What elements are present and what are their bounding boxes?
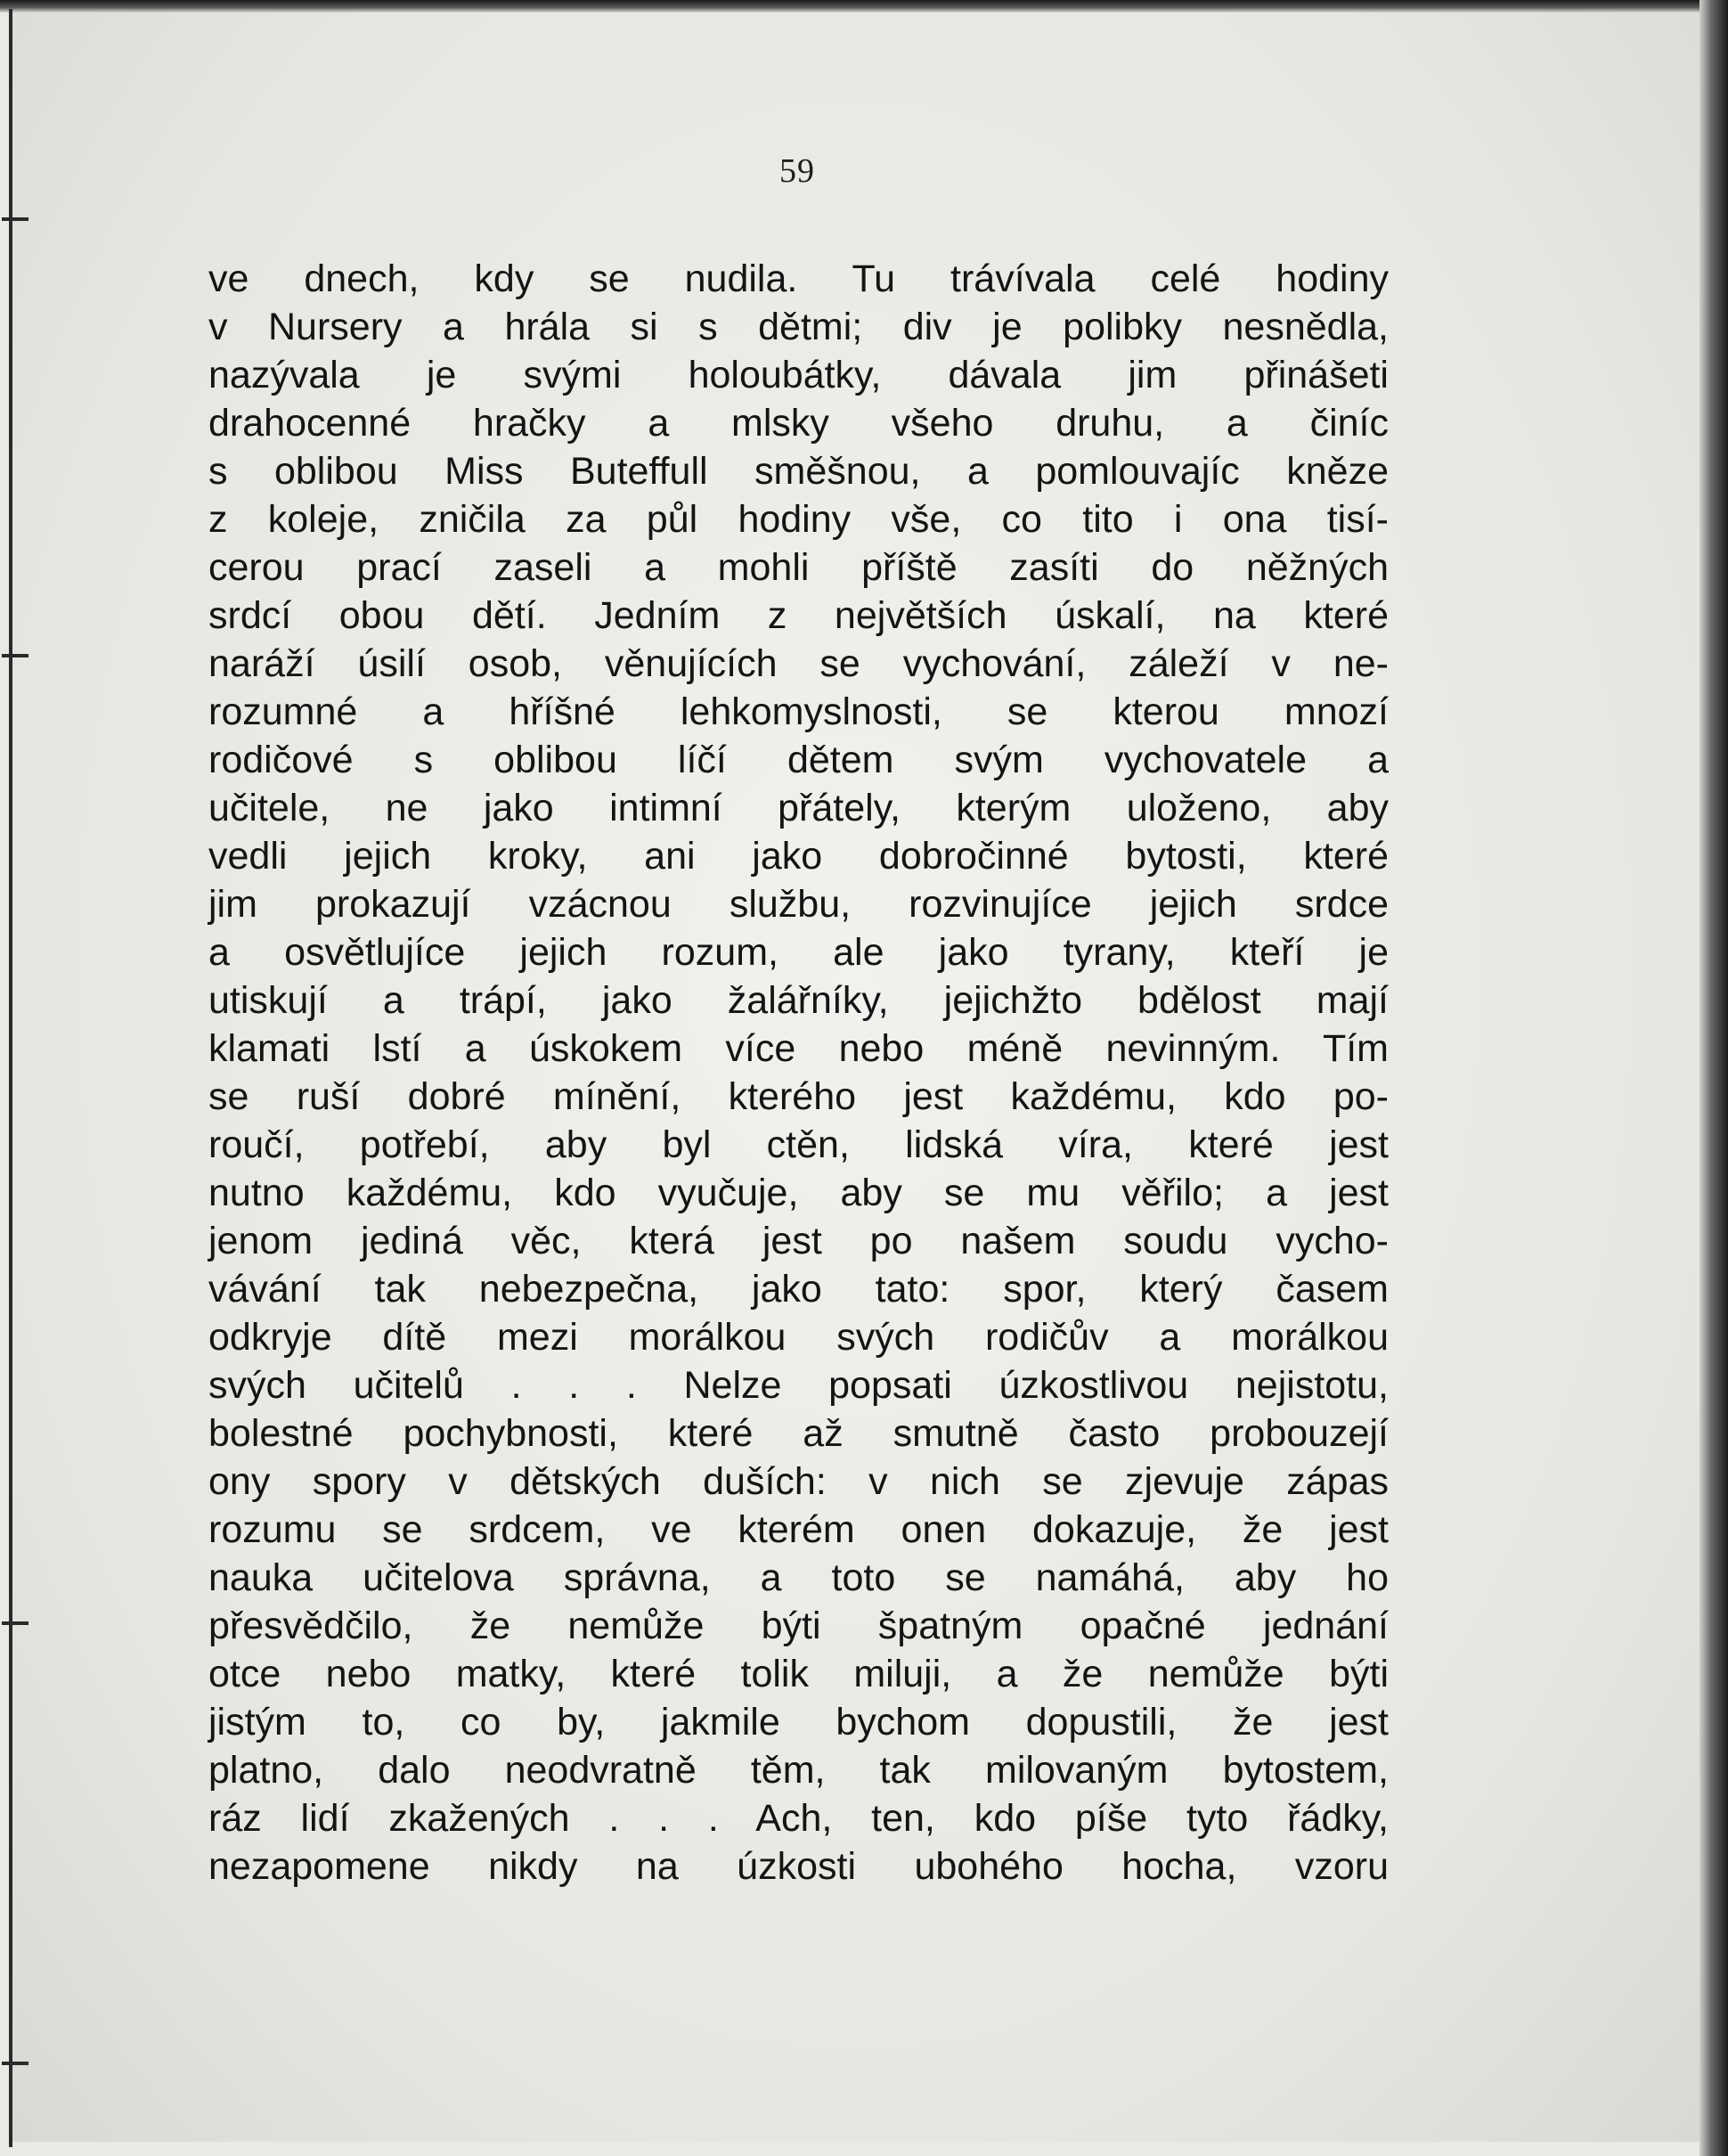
text-line: v Nursery a hrála si s dětmi; div je polibky nesnědla, [208,306,1389,348]
text-line: přesvědčilo, že nemůže býti špatným opačné jednání [208,1605,1389,1647]
text-line: srdcí obou dětí. Jedním z největších úskalí, na které [208,594,1389,637]
text-line: otce nebo matky, které tolik miluji, a že nemůže býti [208,1653,1389,1695]
text-line: nezapomene nikdy na úzkosti ubohého hocha, vzoru [208,1845,1389,1888]
text-line: svých učitelů . . . Nelze popsati úzkostlivou nejistotu, [208,1364,1389,1407]
binding-mark [2,2062,29,2065]
text-line: naráží úsilí osob, věnujících se vychování, záleží v ne- [208,642,1389,685]
text-line: ráz lidí zkažených . . . Ach, ten, kdo píše tyto řádky, [208,1797,1389,1840]
text-line: bolestné pochybnosti, které až smutně často probouzejí [208,1412,1389,1455]
text-line: jim prokazují vzácnou službu, rozvinujíce jejich srdce [208,883,1389,926]
text-line: s oblibou Miss Buteffull směšnou, a pomlouvajíc kněze [208,450,1389,493]
text-line: rozumu se srdcem, ve kterém onen dokazuje, že jest [208,1508,1389,1551]
text-line: a osvětlujíce jejich rozum, ale jako tyrany, kteří je [208,931,1389,974]
text-line: nutno každému, kdo vyučuje, aby se mu věřilo; a jest [208,1172,1389,1214]
text-line: vedli jejich kroky, ani jako dobročinné bytosti, které [208,835,1389,878]
text-line: utiskují a trápí, jako žalářníky, jejichžto bdělost mají [208,979,1389,1022]
text-line: ve dnech, kdy se nudila. Tu trávívala celé hodiny [208,257,1389,300]
text-line: nauka učitelova správna, a toto se namáhá, aby ho [208,1556,1389,1599]
text-line: drahocenné hračky a mlsky všeho druhu, a činíc [208,402,1389,445]
text-line: odkryje dítě mezi morálkou svých rodičův a morálkou [208,1316,1389,1359]
text-line: ony spory v dětských duších: v nich se zjevuje zápas [208,1460,1389,1503]
text-line: z koleje, zničila za půl hodiny vše, co tito i ona tisí- [208,498,1389,541]
text-line: nazývala je svými holoubátky, dávala jim přinášeti [208,354,1389,396]
page-number: 59 [779,152,815,190]
text-line: rozumné a hříšné lehkomyslnosti, se kterou mnozí [208,690,1389,733]
text-line: platno, dalo neodvratně těm, tak milovaným bytostem, [208,1749,1389,1792]
text-line: jistým to, co by, jakmile bychom dopustili, že jest [208,1701,1389,1744]
binding-mark [2,217,29,221]
text-line: učitele, ne jako intimní přátely, kterým uloženo, aby [208,787,1389,829]
text-line: klamati lstí a úskokem více nebo méně nevinným. Tím [208,1027,1389,1070]
text-line: rodičové s oblibou líčí dětem svým vychovatele a [208,739,1389,781]
text-line: roučí, potřebí, aby byl ctěn, lidská víra, které jest [208,1123,1389,1166]
scan-top-edge [0,0,1728,12]
binding-mark [2,1621,29,1625]
binding-mark [2,654,29,657]
scan-right-edge [1699,0,1728,2156]
body-text [208,255,1389,1891]
text-line: vávání tak nebezpečna, jako tato: spor, který časem [208,1268,1389,1311]
text-line: jenom jediná věc, která jest po našem soudu vycho- [208,1220,1389,1262]
text-line: se ruší dobré mínění, kterého jest každému, kdo po- [208,1075,1389,1118]
text-line: cerou prací zaseli a mohli příště zasíti do něžných [208,546,1389,589]
binding-edge [9,9,12,2147]
